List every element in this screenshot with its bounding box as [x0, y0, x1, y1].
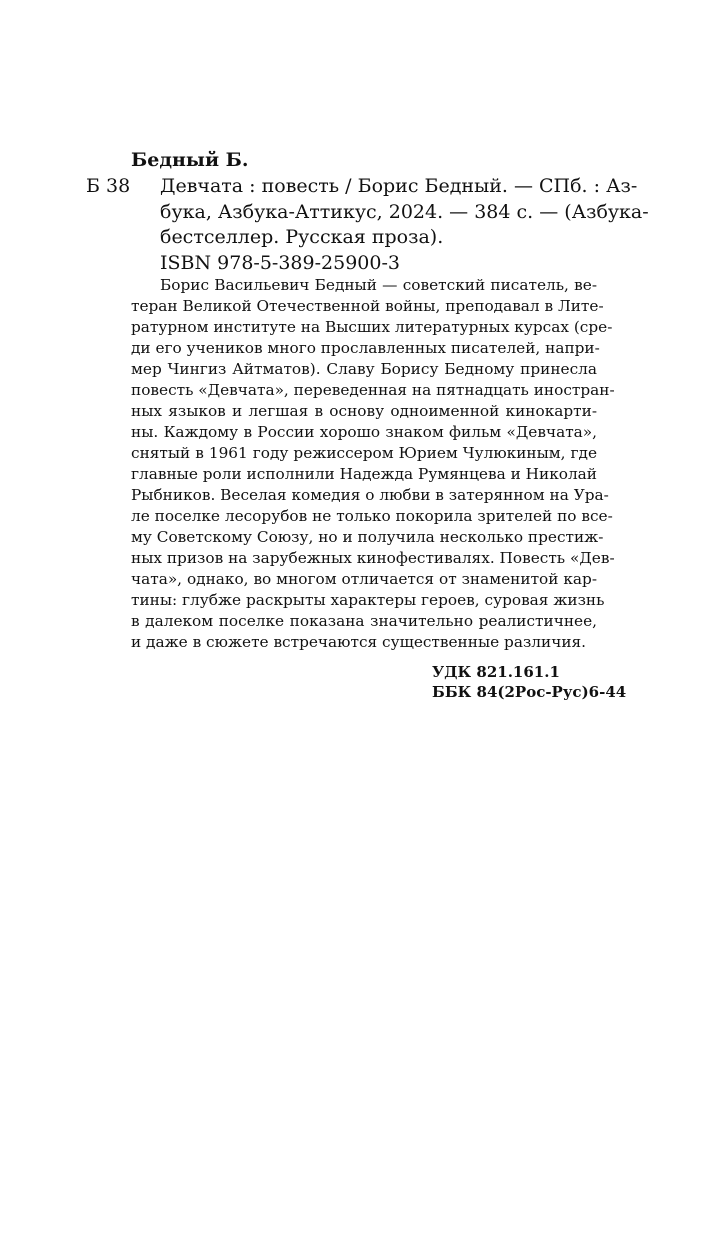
title-statement-line: бестселлер. Русская проза). [160, 226, 444, 248]
isbn: ISBN 978-5-389-25900-3 [160, 252, 400, 274]
title-statement-line: Девчата : повесть / Борис Бедный. — СПб. : Аз- [160, 175, 638, 197]
abstract-line: мер Чингиз Айтматов). Славу Борису Бедному принесла [131, 360, 597, 378]
abstract-line: главные роли исполнили Надежда Румянцева и Николай [131, 465, 597, 483]
abstract-line: повесть «Девчата», переведенная на пятнадцать иностран- [131, 381, 615, 399]
abstract-line: ны. Каждому в России хорошо знаком фильм «Девчата», [131, 423, 597, 441]
abstract-line: и даже в сюжете встречаются существенные различия. [131, 633, 587, 651]
udk-index: УДК 821.161.1 [432, 663, 560, 681]
abstract-line: в далеком поселке показана значительно реалистичнее, [131, 612, 597, 630]
abstract-line: ди его учеников много прославленных писателей, напри- [131, 339, 600, 357]
abstract-line: ных призов на зарубежных кинофестивалях. Повесть «Дев- [131, 549, 615, 567]
abstract-line: ле поселке лесорубов не только покорила зрителей по все- [131, 507, 613, 525]
title-statement-line: бука, Азбука-Аттикус, 2024. — 384 с. — (Азбука- [160, 201, 649, 223]
abstract-line: ратурном институте на Высших литературных курсах (сре- [131, 318, 613, 336]
abstract-line: му Советскому Союзу, но и получила несколько престиж- [131, 528, 604, 546]
abstract-line: ных языков и легшая в основу одноименной кинокарти- [131, 402, 597, 420]
abstract-line: тины: глубже раскрыты характеры героев, суровая жизнь [131, 591, 605, 609]
abstract-line: снятый в 1961 году режиссером Юрием Чулюкиным, где [131, 444, 597, 462]
abstract-line: теран Великой Отечественной войны, преподавал в Лите- [131, 297, 604, 315]
abstract-line: Рыбников. Веселая комедия о любви в затерянном на Ура- [131, 486, 609, 504]
abstract-line: чата», однако, во многом отличается от знаменитой кар- [131, 570, 597, 588]
author-heading: Бедный Б. [131, 149, 249, 171]
classification-code: Б 38 [86, 175, 131, 197]
abstract-line: Борис Васильевич Бедный — советский писатель, ве- [160, 276, 597, 294]
bbk-index: ББК 84(2Рос-Рус)6-44 [432, 683, 627, 701]
